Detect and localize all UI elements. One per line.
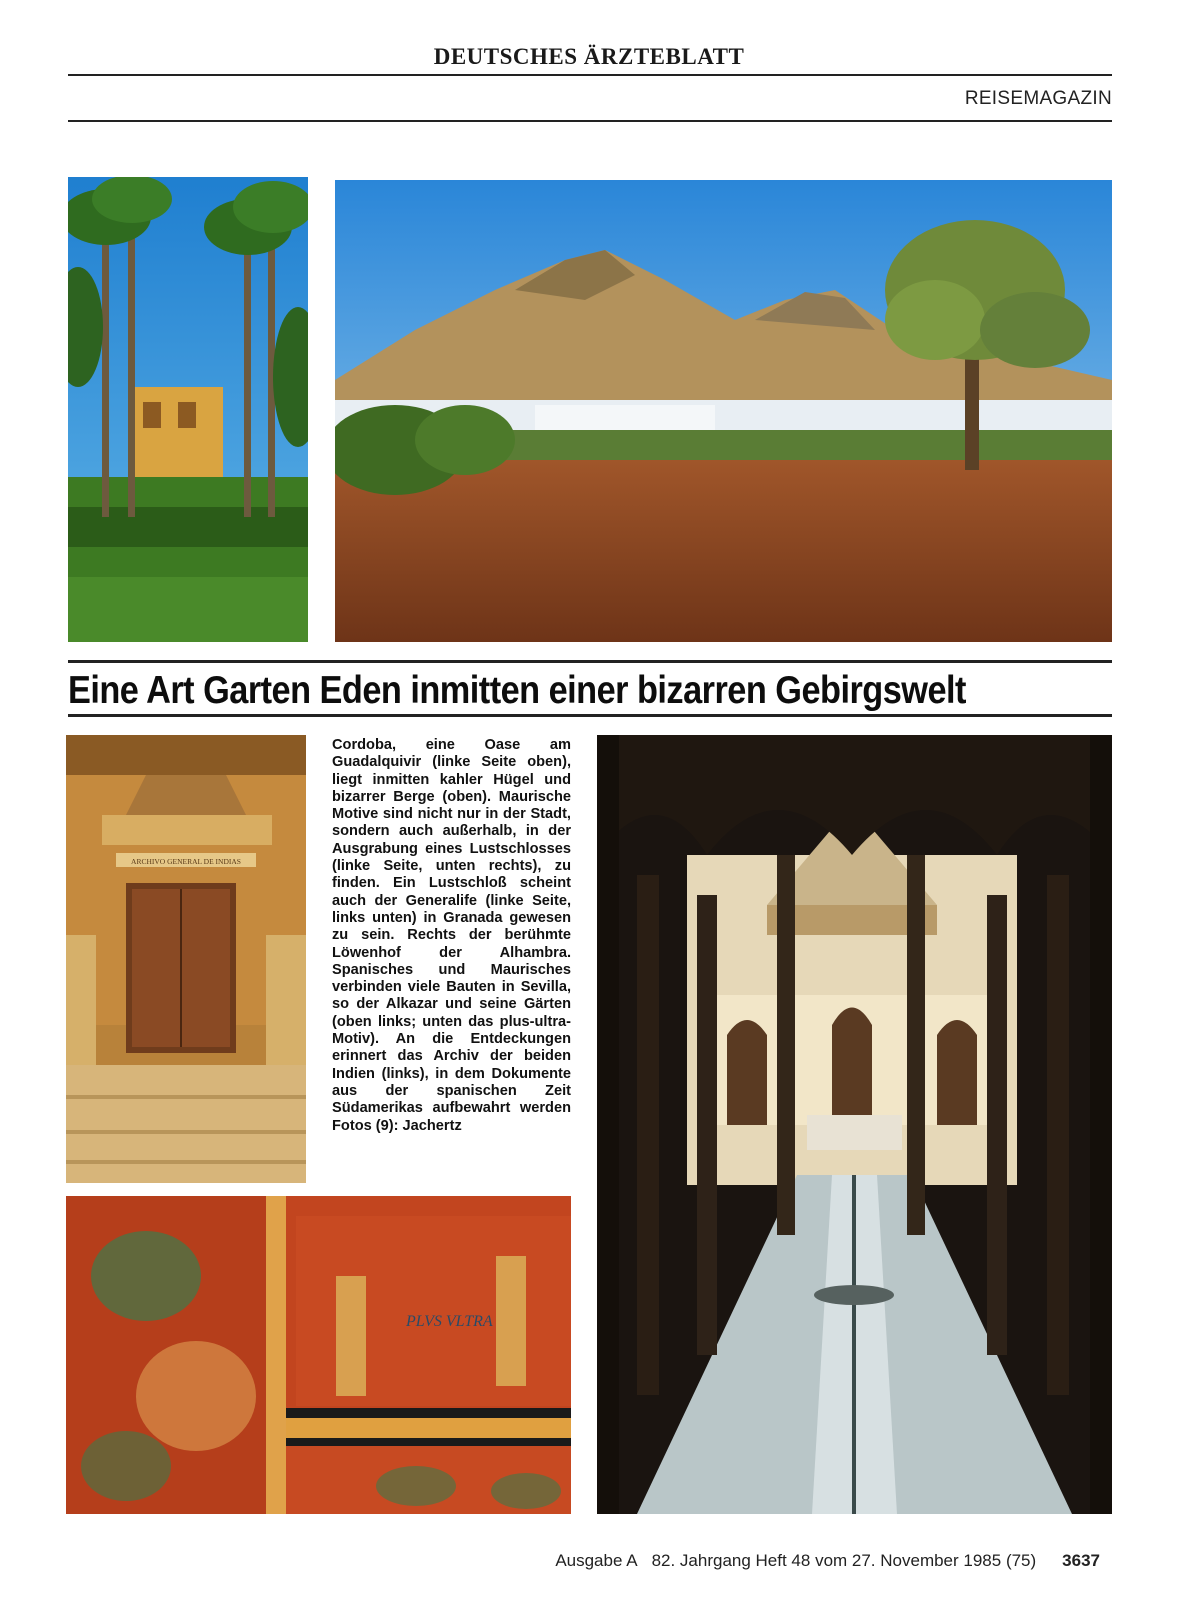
page-number: 3637 [1062,1551,1100,1570]
photo-palm-garden [68,177,308,642]
page-footer [555,1551,1114,1571]
photo-mountain-landscape [335,180,1112,642]
photo-archive-doorway [66,735,306,1183]
article-headline: Eine Art Garten Eden inmitten einer bizarren Gebirgswelt [68,669,966,712]
footer-edition: Ausgabe A [555,1551,638,1570]
photo-caption: Cordoba, eine Oase am Guadalquivir (linke Seite oben), liegt inmitten kahler Hügel und bizarrer Berge (oben). Maurische Motive sind nicht nur in der Stadt, sondern auch außerhalb, in der Ausgrabung eines Lustschlosses (linke Seite, unten rechts), zu finden. Ein Lustschloß scheint auch der Generalife (linke Seite, links unten) in Granada gewesen zu sein. Rechts der berühmte Löwenhof der Alhambra. Spanisches und Maurisches verbinden viele Bauten in Sevilla, so der Alkazar und seine Gärten (oben links; unten das plus-ultra-Motiv). An die Entdeckungen erinnert das Archiv der beiden Indien (links), in dem Dokumente aus der spanischen Zeit Südamerikas aufbewahrt werden Fotos (9): Jachertz [332,737,571,1134]
headline-rule-top [68,660,1112,663]
tile-motto-text: PLVS VLTRA [406,1313,493,1330]
section-label: REISEMAGAZIN [964,88,1112,109]
masthead-rule [68,74,1112,76]
masthead: DEUTSCHES ÄRZTEBLATT [433,44,745,69]
footer-issue: 82. Jahrgang Heft 48 vom 27. November 1985 (75) [651,1551,1037,1570]
section-rule [68,120,1112,122]
photo-tiles-plus-ultra [66,1196,571,1514]
headline-rule-bottom [68,714,1112,717]
archive-sign-text: ARCHIVO GENERAL DE INDIAS [131,857,241,866]
photo-court-of-lions [597,735,1112,1514]
